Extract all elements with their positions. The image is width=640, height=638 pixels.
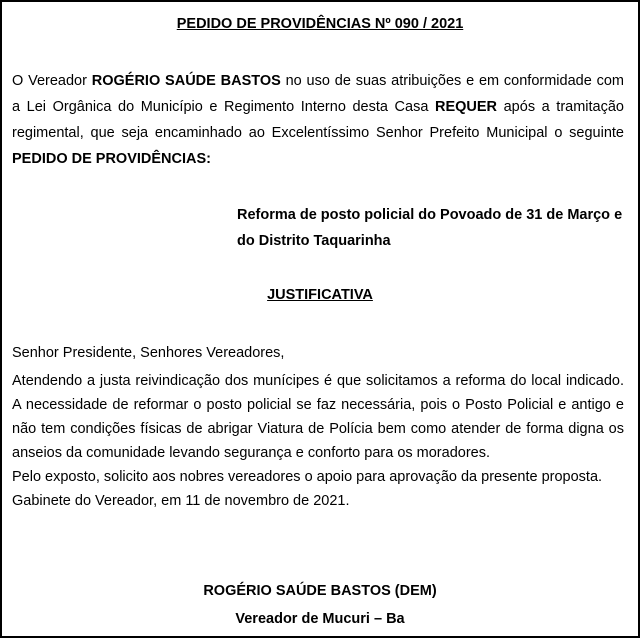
intro-text-1: O Vereador	[12, 73, 92, 89]
place-date: Gabinete do Vereador, em 11 de novembro de 2021.	[12, 493, 350, 509]
intro-text-3: após a tramitação regimental, que seja encaminhado ao Excelentíssimo Senhor Prefeito Municipal o seguinte	[12, 99, 624, 141]
pedido-keyword: PEDIDO DE PROVIDÊNCIAS:	[12, 151, 211, 167]
justification-body	[12, 341, 624, 513]
signature-block	[2, 577, 638, 633]
signature-name: ROGÉRIO SAÚDE BASTOS (DEM)	[203, 583, 437, 599]
request-subject: Reforma de posto policial do Povoado de 31 de Março e do Distrito Taquarinha	[237, 207, 623, 249]
intro-text-2: no uso de suas atribuições e em conformidade com a Lei Orgânica do Município e Regimento Interno desta Casa	[12, 73, 624, 115]
justification-heading: JUSTIFICATIVA	[267, 287, 373, 303]
document-title: PEDIDO DE PROVIDÊNCIAS Nº 090 / 2021	[176, 16, 464, 32]
requer-keyword: REQUER	[434, 99, 498, 115]
signature-role: Vereador de Mucuri – Ba	[235, 611, 405, 627]
councilor-name: ROGÉRIO SAÚDE BASTOS	[91, 73, 281, 89]
greeting: Senhor Presidente, Senhores Vereadores,	[12, 345, 285, 361]
justification-paragraph: Atendendo a justa reivindicação dos munícipes é que solicitamos a reforma do local indicado. A necessidade de reformar o posto policial se faz necessária, pois o Posto Policial e antigo e não tem condições físicas de abrigar Viatura de Polícia bem como atender de forma digna os anseios da comunidade levando segurança e conforto para os moradores.	[12, 373, 624, 461]
closing-paragraph: Pelo exposto, solicito aos nobres vereadores o apoio para aprovação da presente proposta.	[12, 469, 603, 485]
intro-paragraph	[12, 68, 624, 172]
